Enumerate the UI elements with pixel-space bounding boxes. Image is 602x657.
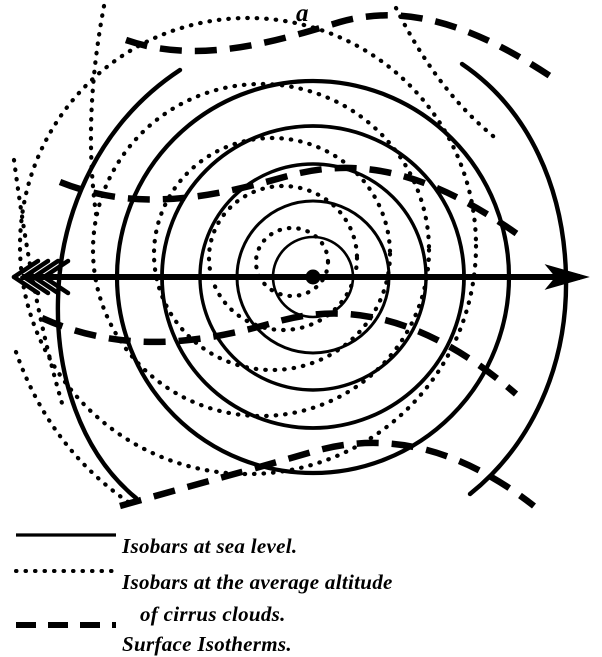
legend-item-surface-isotherms xyxy=(0,618,602,654)
storm-track-arrow xyxy=(14,261,588,293)
legend-item-isobars-cirrus-line2 xyxy=(0,588,602,626)
legend-label-isobars-cirrus: Isobars at the average altitude xyxy=(122,570,393,594)
cirrus-isobar-6-fragment-top xyxy=(91,6,104,214)
legend-label-surface-isotherms: Surface Isotherms. xyxy=(122,632,292,656)
isotherm-2 xyxy=(60,168,520,236)
legend-item-isobars-sea-level xyxy=(0,516,602,558)
legend-label-isobars-sea-level: Isobars at sea level. xyxy=(122,534,298,558)
storm-center-dot-icon xyxy=(306,270,321,285)
cirrus-isobar-5 xyxy=(20,18,476,474)
legend-label-isobars-cirrus-line2: of cirrus clouds. xyxy=(140,602,286,626)
figure-label-a: a xyxy=(296,0,309,27)
legend xyxy=(0,516,602,654)
cirrus-isobar-6-fragment-bottomleft xyxy=(16,352,134,506)
legend-item-isobars-cirrus xyxy=(0,552,602,594)
